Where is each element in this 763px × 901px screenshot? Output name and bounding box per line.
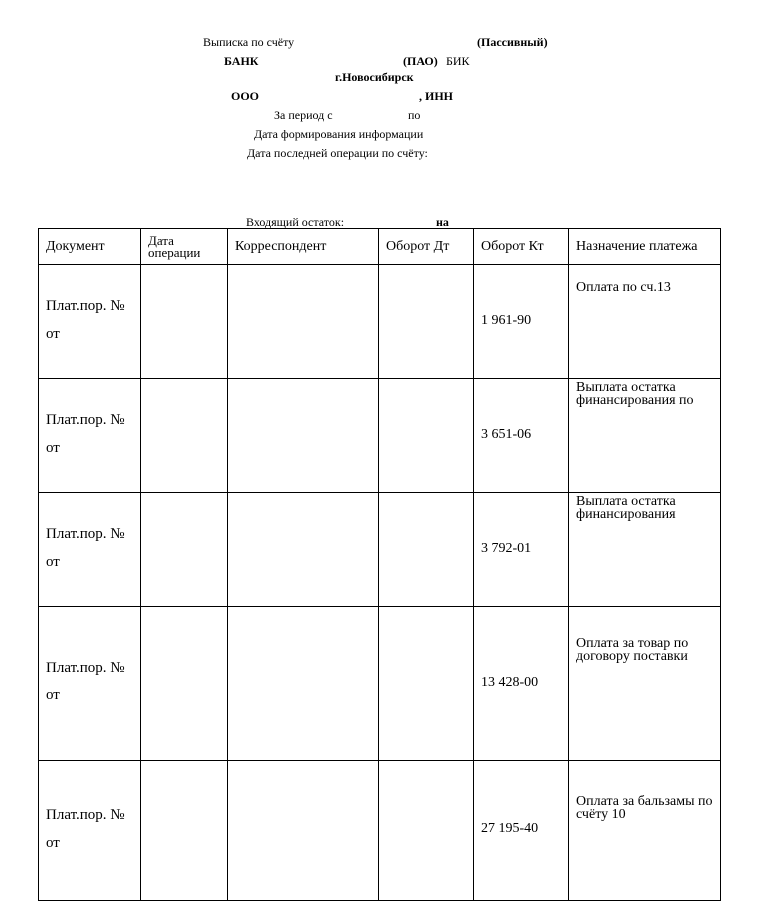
table-header-row [39, 229, 721, 265]
period-to-label: по [408, 108, 421, 122]
opening-balance-on: на [436, 215, 449, 229]
correspondent-cell [228, 265, 379, 379]
payment-purpose: Оплата за бальзамы по счёту 10 [576, 794, 713, 822]
credit-amount: 1 961-90 [481, 313, 532, 328]
bank-city: г.Новосибирск [335, 70, 414, 84]
table-row [39, 265, 721, 379]
column-header: Назначение платежа [569, 229, 721, 265]
date-cell [141, 607, 228, 761]
credit-amount: 13 428-00 [481, 675, 539, 690]
opening-balance-label: Входящий остаток: [246, 215, 345, 229]
document-from: от [46, 687, 60, 703]
table-row [39, 379, 721, 493]
formed-date-label: Дата формирования информации [254, 127, 424, 141]
purpose-cell [569, 265, 721, 379]
document-cell [39, 607, 141, 761]
column-header: Оборот Дт [379, 229, 474, 265]
date-cell [141, 761, 228, 901]
statement-table [38, 228, 721, 901]
table-row [39, 607, 721, 761]
document-from: от [46, 554, 60, 570]
purpose-cell [569, 493, 721, 607]
document-cell [39, 761, 141, 901]
org-label: ООО [231, 89, 260, 103]
inn-label: , ИНН [419, 89, 454, 103]
date-cell [141, 265, 228, 379]
column-header: Дата операции [141, 229, 228, 265]
bank-form: (ПАО) [403, 54, 438, 68]
column-header: Корреспондент [228, 229, 379, 265]
document-number: Плат.пор. № [46, 412, 125, 428]
bik-label: БИК [446, 54, 470, 68]
payment-purpose: Оплата за товар по договору поставки [576, 636, 689, 664]
table-row [39, 761, 721, 901]
credit-cell [474, 265, 569, 379]
statement-title: Выписка по счёту [203, 35, 295, 49]
credit-amount: 3 792-01 [481, 541, 532, 556]
document-number: Плат.пор. № [46, 807, 125, 823]
document-from: от [46, 440, 60, 456]
date-cell [141, 379, 228, 493]
credit-cell [474, 493, 569, 607]
purpose-cell [569, 761, 721, 901]
document-from: от [46, 326, 60, 342]
payment-purpose: Выплата остатка финансирования по [576, 380, 694, 408]
correspondent-cell [228, 379, 379, 493]
debit-cell [379, 265, 474, 379]
debit-cell [379, 379, 474, 493]
debit-cell [379, 761, 474, 901]
document-cell [39, 493, 141, 607]
payment-purpose: Выплата остатка финансирования [576, 494, 676, 522]
column-header: Документ [39, 229, 141, 265]
document-cell [39, 379, 141, 493]
document-from: от [46, 835, 60, 851]
credit-cell [474, 607, 569, 761]
last-operation-label: Дата последней операции по счёту: [247, 146, 428, 160]
purpose-cell [569, 607, 721, 761]
account-type: (Пассивный) [477, 35, 548, 49]
credit-cell [474, 761, 569, 901]
column-header: Оборот Кт [474, 229, 569, 265]
document-number: Плат.пор. № [46, 526, 125, 542]
credit-amount: 3 651-06 [481, 427, 532, 442]
document-number: Плат.пор. № [46, 298, 125, 314]
debit-cell [379, 607, 474, 761]
debit-cell [379, 493, 474, 607]
payment-purpose: Оплата по сч.13 [576, 280, 671, 295]
correspondent-cell [228, 761, 379, 901]
document-cell [39, 265, 141, 379]
credit-amount: 27 195-40 [481, 821, 539, 836]
period-label: За период с [274, 108, 333, 122]
date-cell [141, 493, 228, 607]
correspondent-cell [228, 493, 379, 607]
table-row [39, 493, 721, 607]
bank-label: БАНК [224, 54, 259, 68]
credit-cell [474, 379, 569, 493]
correspondent-cell [228, 607, 379, 761]
purpose-cell [569, 379, 721, 493]
document-number: Плат.пор. № [46, 660, 125, 676]
